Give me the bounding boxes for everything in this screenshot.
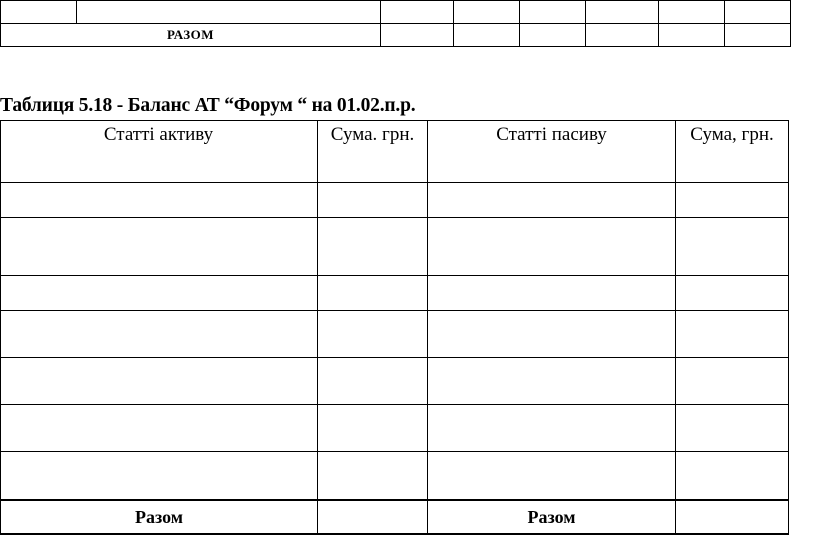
- top-total-cell: [454, 24, 519, 46]
- top-total-cell: [725, 24, 790, 46]
- asset-total-value: [318, 501, 427, 533]
- header-liability-sum: Сума, грн.: [690, 124, 774, 145]
- table-caption: Таблиця 5.18 - Баланс АТ “Форум “ на 01.02.п.р.: [0, 95, 416, 116]
- table-row: [1, 276, 317, 310]
- header-liability-items: Статті пасиву: [496, 124, 607, 145]
- header-asset-items: Статті активу: [103, 124, 214, 145]
- table-border: [0, 0, 791, 1]
- top-total-cell: [381, 24, 453, 46]
- table-row: [1, 405, 317, 451]
- table-row: [1, 311, 317, 357]
- table-border: [790, 0, 791, 47]
- previous-table-fragment: [0, 0, 791, 47]
- table-border: [76, 0, 77, 24]
- top-total-cell: [520, 24, 585, 46]
- top-total-cell: [586, 24, 658, 46]
- table-border: [0, 533, 789, 535]
- liability-total-label: Разом: [527, 507, 576, 527]
- table-border: [0, 120, 789, 121]
- table-border: [427, 120, 428, 535]
- table-border: [788, 120, 789, 535]
- table-row: [1, 218, 317, 275]
- asset-total-label: Разом: [134, 507, 184, 527]
- table-border: [675, 120, 676, 535]
- top-total-cell: [659, 24, 724, 46]
- table-row: [1, 452, 317, 499]
- balance-table: [0, 120, 789, 535]
- table-row: [1, 183, 317, 217]
- table-border: [317, 120, 318, 535]
- liability-total-value: [676, 501, 788, 533]
- header-asset-sum: Сума. грн.: [330, 124, 415, 145]
- table-border: [0, 46, 791, 47]
- table-row: [1, 358, 317, 404]
- top-total-label: РАЗОМ: [166, 27, 215, 42]
